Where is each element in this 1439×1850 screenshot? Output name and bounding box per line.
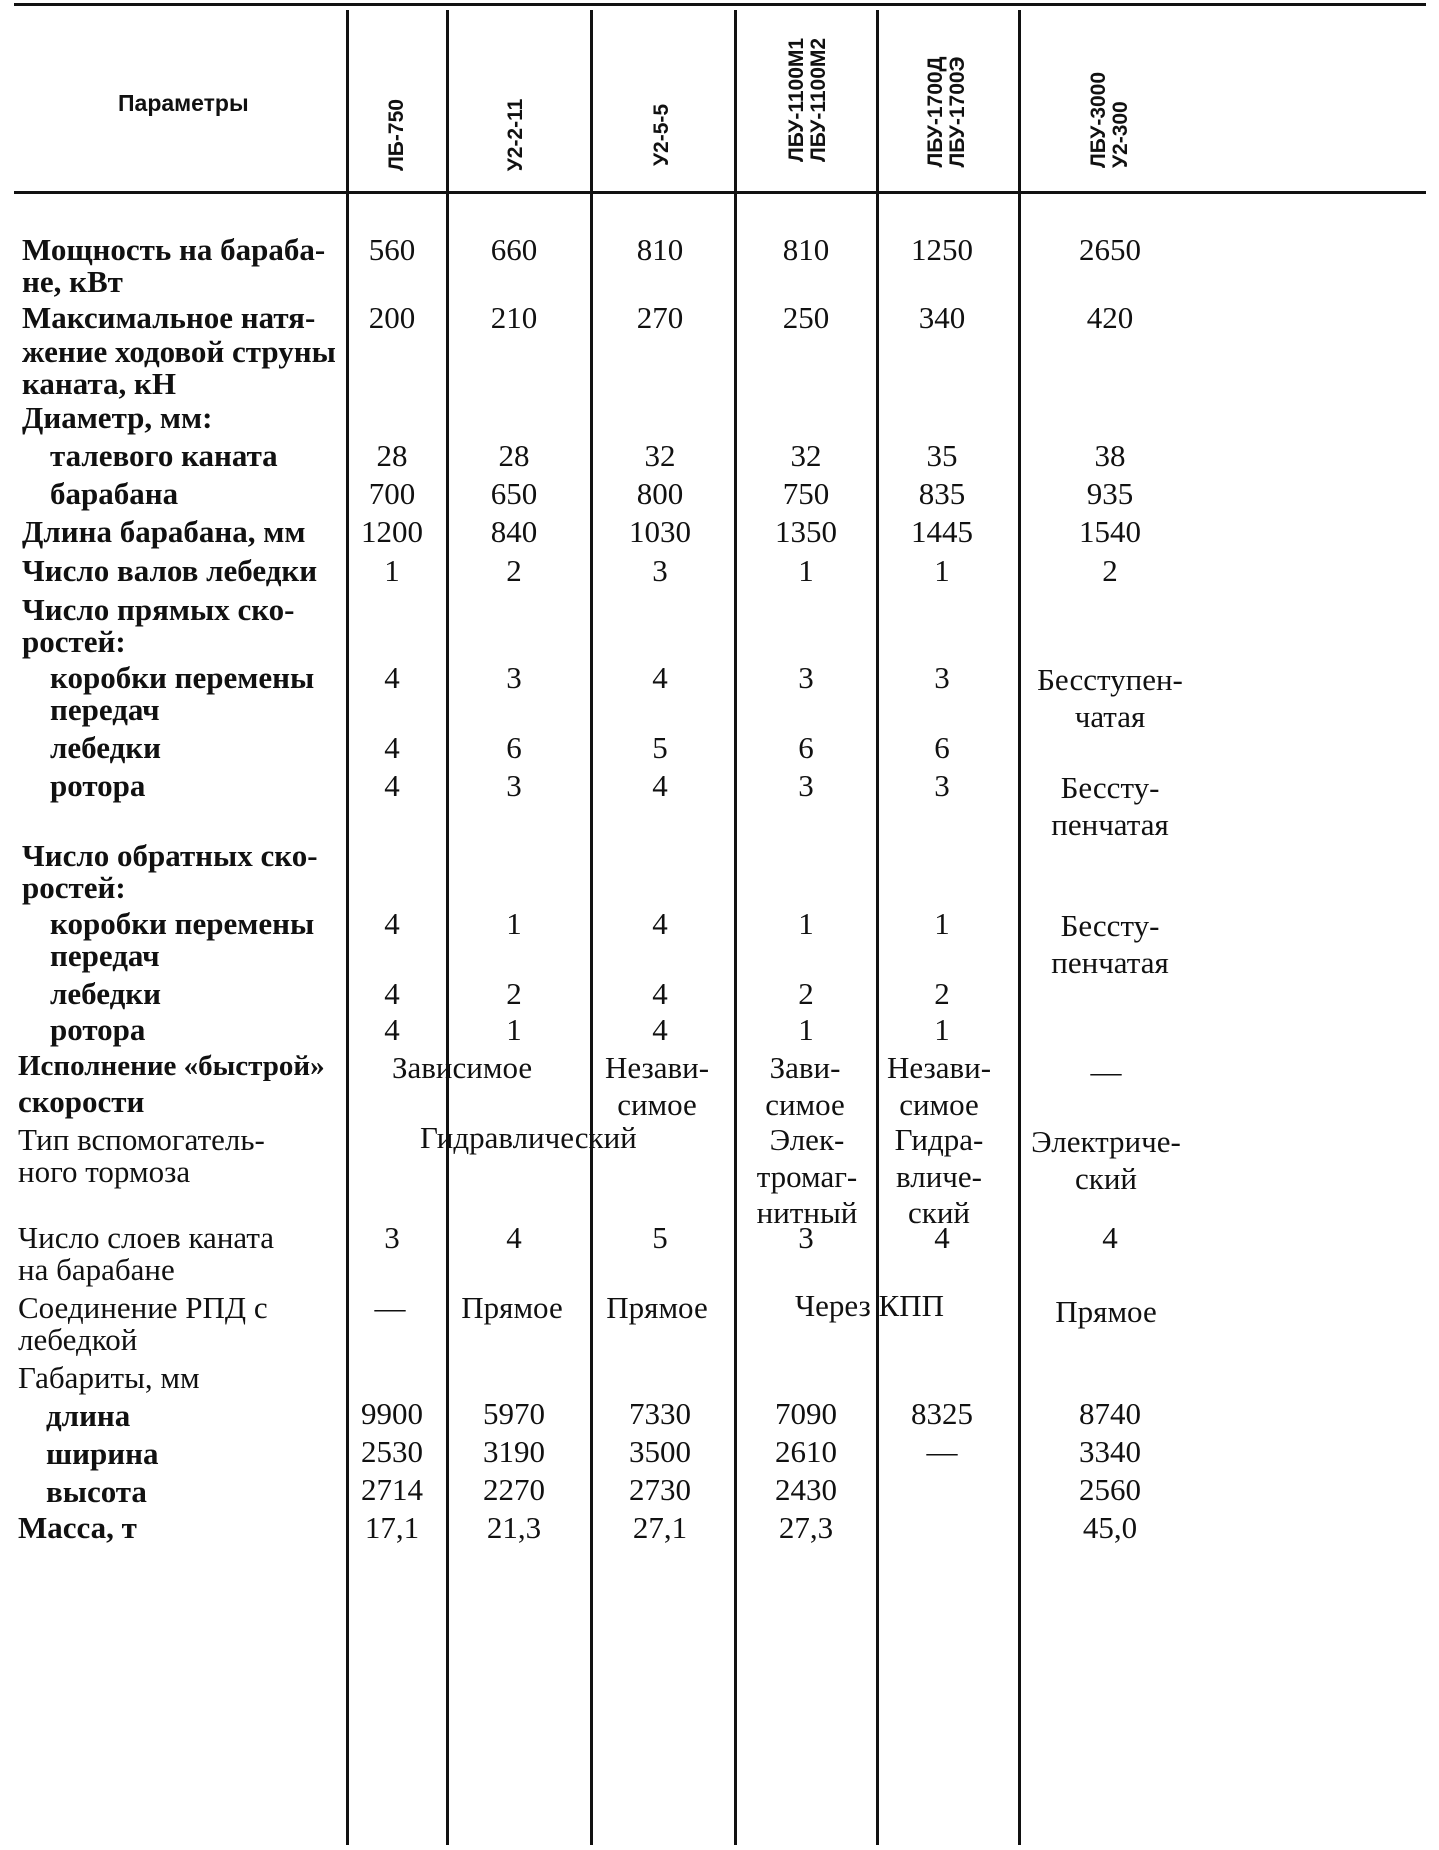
cell-rev-gear-col2: 1	[506, 906, 522, 941]
cell-power-col6: 2650	[1079, 232, 1141, 267]
label-diam-drum: барабана	[50, 476, 179, 511]
label-fwd-winch: лебедки	[50, 730, 161, 765]
label-brake-1: Тип вспомогатель-	[18, 1122, 265, 1157]
cell-fwd-rotor-col4: 3	[798, 768, 814, 803]
column-divider	[876, 10, 879, 1845]
label-rev-winch: лебедки	[50, 976, 161, 1011]
cell-fwd-rotor-col6: Бессту- пенчатая	[1051, 770, 1169, 842]
column-divider	[446, 10, 449, 1845]
cell-diam-rope-col1: 28	[376, 438, 408, 473]
cell-layers-col5: 4	[934, 1220, 950, 1255]
header-col4: ЛБУ-1100М1 ЛБУ-1100М2	[784, 37, 830, 163]
cell-diam-drum-col2: 650	[490, 476, 538, 511]
cell-dim-wid-col1: 2530	[361, 1434, 423, 1469]
cell-mass-col6: 45,0	[1082, 1510, 1138, 1545]
cell-rev-winch-col3: 4	[652, 976, 668, 1011]
header-col2: У2-2-11	[503, 98, 527, 172]
fast-speed-cols-1-2: Зависимое	[392, 1050, 533, 1085]
label-tension-1: Максимальное натя-	[22, 300, 316, 335]
label-power-1: Мощность на бараба-	[22, 232, 326, 267]
cell-rev-rotor-col2: 1	[506, 1012, 522, 1047]
cell-dim-hgt-col4: 2430	[775, 1472, 837, 1507]
header-col3: У2-5-5	[649, 103, 673, 167]
cell-dim-wid-col5: —	[926, 1434, 958, 1469]
cell-dim-len-col4: 7090	[775, 1396, 837, 1431]
cell-layers-col6: 4	[1102, 1220, 1118, 1255]
header-col6: ЛБУ-3000 У2-300	[1086, 71, 1132, 169]
cell-power-col3: 810	[636, 232, 684, 267]
cell-mass-col3: 27,1	[632, 1510, 688, 1545]
cell-dim-len-col5: 8325	[911, 1396, 973, 1431]
fast-speed-col4: Зави- симое	[765, 1050, 845, 1122]
cell-fwd-winch-col5: 6	[934, 730, 950, 765]
cell-drum-len-col4: 1350	[775, 514, 837, 549]
label-rev-1: Число обратных ско-	[22, 838, 318, 873]
cell-shafts-col3: 3	[652, 553, 668, 588]
cell-layers-col2: 4	[506, 1220, 522, 1255]
column-divider	[590, 10, 593, 1845]
cell-tension-col4: 250	[782, 300, 830, 335]
cell-mass-col2: 21,3	[486, 1510, 542, 1545]
header-col5: ЛБУ-1700Д ЛБУ-1700Э	[923, 56, 969, 168]
cell-tension-col6: 420	[1086, 300, 1134, 335]
cell-tension-col2: 210	[490, 300, 538, 335]
cell-diam-rope-col5: 35	[926, 438, 958, 473]
cell-fwd-winch-col1: 4	[384, 730, 400, 765]
cell-rev-gear-col6: Бессту- пенчатая	[1051, 908, 1169, 980]
connection-col3: Прямое	[606, 1290, 708, 1325]
connection-col6: Прямое	[1055, 1294, 1157, 1329]
cell-power-col4: 810	[782, 232, 830, 267]
cell-rev-gear-col4: 1	[798, 906, 814, 941]
label-rev-gear-2: передач	[50, 938, 160, 973]
cell-dim-hgt-col1: 2714	[361, 1472, 423, 1507]
label-fwd-2: ростей:	[22, 624, 126, 659]
cell-drum-len-col6: 1540	[1079, 514, 1141, 549]
cell-dim-len-col2: 5970	[483, 1396, 545, 1431]
cell-tension-col5: 340	[918, 300, 966, 335]
label-shafts: Число валов лебедки	[22, 553, 318, 588]
label-connection-1: Соединение РПД с	[18, 1290, 268, 1325]
label-diameter: Диаметр, мм:	[22, 400, 213, 435]
cell-fwd-gear-col4: 3	[798, 660, 814, 695]
cell-power-col5: 1250	[911, 232, 973, 267]
label-brake-2: ного тормоза	[18, 1154, 191, 1189]
cell-diam-rope-col3: 32	[644, 438, 676, 473]
cell-fwd-gear-col2: 3	[506, 660, 522, 695]
cell-mass-col1: 17,1	[364, 1510, 420, 1545]
cell-fwd-gear-col3: 4	[652, 660, 668, 695]
cell-shafts-col2: 2	[506, 553, 522, 588]
cell-drum-len-col5: 1445	[911, 514, 973, 549]
connection-cols-4-5: Через КПП	[795, 1288, 944, 1323]
label-fast-1: Исполнение «быстрой»	[18, 1050, 325, 1082]
brake-col4: Элек- тромаг- нитный	[756, 1122, 858, 1231]
label-layers-1: Число слоев каната	[18, 1220, 275, 1255]
cell-diam-rope-col6: 38	[1094, 438, 1126, 473]
label-rev-rotor: ротора	[50, 1012, 146, 1047]
label-dim-height: высота	[46, 1474, 147, 1509]
cell-rev-winch-col5: 2	[934, 976, 950, 1011]
brake-col5: Гидра- вличе- ский	[894, 1122, 984, 1231]
cell-mass-col4: 27,3	[778, 1510, 834, 1545]
cell-rev-winch-col2: 2	[506, 976, 522, 1011]
cell-rev-winch-col4: 2	[798, 976, 814, 1011]
header-params: Параметры	[118, 90, 249, 116]
label-rev-2: ростей:	[22, 870, 126, 905]
cell-fwd-gear-col6: Бесступен- чатая	[1037, 662, 1183, 734]
brake-cols-1-3: Гидравлический	[420, 1120, 637, 1155]
cell-dim-len-col1: 9900	[361, 1396, 423, 1431]
label-dim-width: ширина	[46, 1436, 159, 1471]
cell-shafts-col6: 2	[1102, 553, 1118, 588]
cell-dim-len-col6: 8740	[1079, 1396, 1141, 1431]
cell-rev-rotor-col1: 4	[384, 1012, 400, 1047]
cell-dim-hgt-col6: 2560	[1079, 1472, 1141, 1507]
connection-col1: —	[374, 1290, 406, 1325]
cell-dim-len-col3: 7330	[629, 1396, 691, 1431]
cell-dim-wid-col4: 2610	[775, 1434, 837, 1469]
cell-dim-wid-col2: 3190	[483, 1434, 545, 1469]
label-fwd-1: Число прямых ско-	[22, 592, 295, 627]
cell-fwd-rotor-col5: 3	[934, 768, 950, 803]
label-power-2: не, кВт	[22, 264, 123, 299]
label-fwd-rotor: ротора	[50, 768, 146, 803]
brake-col6: Электриче- ский	[1031, 1124, 1181, 1196]
cell-layers-col3: 5	[652, 1220, 668, 1255]
cell-fwd-rotor-col2: 3	[506, 768, 522, 803]
cell-drum-len-col3: 1030	[629, 514, 691, 549]
fast-speed-col6: —	[1090, 1054, 1122, 1089]
cell-rev-rotor-col4: 1	[798, 1012, 814, 1047]
cell-drum-len-col2: 840	[490, 514, 538, 549]
cell-power-col1: 560	[368, 232, 416, 267]
column-divider	[346, 10, 349, 1845]
label-fast-2: скорости	[18, 1084, 145, 1119]
column-divider	[1018, 10, 1021, 1845]
cell-fwd-rotor-col3: 4	[652, 768, 668, 803]
cell-layers-col1: 3	[384, 1220, 400, 1255]
cell-fwd-rotor-col1: 4	[384, 768, 400, 803]
label-mass: Масса, т	[18, 1510, 137, 1545]
label-tension-2: жение ходовой струны	[22, 334, 336, 369]
fast-speed-col5: Незави- симое	[886, 1050, 992, 1122]
label-fwd-gear-2: передач	[50, 692, 160, 727]
cell-tension-col3: 270	[636, 300, 684, 335]
label-rev-gear-1: коробки перемены	[50, 906, 315, 941]
cell-tension-col1: 200	[368, 300, 416, 335]
cell-fwd-winch-col2: 6	[506, 730, 522, 765]
cell-rev-rotor-col3: 4	[652, 1012, 668, 1047]
column-divider	[734, 10, 737, 1845]
cell-diam-drum-col3: 800	[636, 476, 684, 511]
label-layers-2: на барабане	[18, 1252, 175, 1287]
label-dimensions: Габариты, мм	[18, 1360, 200, 1395]
header-rule	[14, 191, 1426, 194]
label-drum-length: Длина барабана, мм	[22, 514, 306, 549]
top-rule	[14, 3, 1426, 6]
cell-rev-gear-col1: 4	[384, 906, 400, 941]
cell-fwd-winch-col3: 5	[652, 730, 668, 765]
fast-speed-col3: Незави- симое	[604, 1050, 710, 1122]
cell-power-col2: 660	[490, 232, 538, 267]
connection-col2: Прямое	[461, 1290, 563, 1325]
cell-fwd-gear-col5: 3	[934, 660, 950, 695]
cell-diam-drum-col4: 750	[782, 476, 830, 511]
cell-diam-rope-col4: 32	[790, 438, 822, 473]
header-col1: ЛБ-750	[384, 99, 408, 171]
cell-drum-len-col1: 1200	[361, 514, 423, 549]
cell-fwd-gear-col1: 4	[384, 660, 400, 695]
cell-rev-gear-col5: 1	[934, 906, 950, 941]
label-tension-3: каната, кН	[22, 366, 177, 401]
cell-dim-hgt-col2: 2270	[483, 1472, 545, 1507]
cell-fwd-winch-col4: 6	[798, 730, 814, 765]
cell-rev-winch-col1: 4	[384, 976, 400, 1011]
cell-diam-rope-col2: 28	[498, 438, 530, 473]
cell-dim-wid-col3: 3500	[629, 1434, 691, 1469]
label-fwd-gear-1: коробки перемены	[50, 660, 315, 695]
cell-diam-drum-col1: 700	[368, 476, 416, 511]
cell-dim-wid-col6: 3340	[1079, 1434, 1141, 1469]
label-connection-2: лебедкой	[18, 1322, 138, 1357]
cell-dim-hgt-col3: 2730	[629, 1472, 691, 1507]
cell-shafts-col1: 1	[384, 553, 400, 588]
label-dim-length: длина	[46, 1398, 131, 1433]
cell-shafts-col4: 1	[798, 553, 814, 588]
cell-rev-gear-col3: 4	[652, 906, 668, 941]
cell-diam-drum-col5: 835	[918, 476, 966, 511]
cell-shafts-col5: 1	[934, 553, 950, 588]
cell-rev-rotor-col5: 1	[934, 1012, 950, 1047]
cell-diam-drum-col6: 935	[1086, 476, 1134, 511]
cell-layers-col4: 3	[798, 1220, 814, 1255]
label-diam-rope: талевого каната	[50, 438, 278, 473]
